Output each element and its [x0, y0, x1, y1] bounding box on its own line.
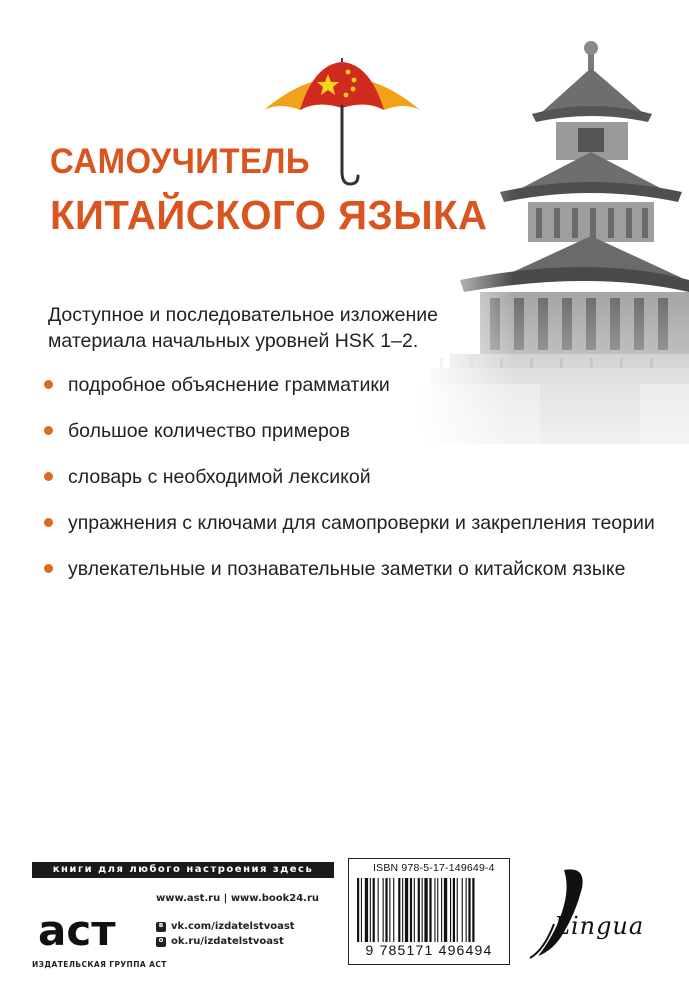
social-link-ok[interactable]: [156, 934, 319, 949]
barcode-bar: [393, 878, 394, 942]
barcode-bar: [434, 878, 435, 942]
bullet-icon: [44, 518, 53, 527]
social-link-vk[interactable]: [156, 919, 319, 934]
barcode-bar: [357, 878, 359, 942]
barcode-bar: [453, 878, 455, 942]
barcode-bar: [437, 878, 438, 942]
bullet-icon: [44, 472, 53, 481]
feature-text: большое количество примеров: [68, 420, 350, 442]
barcode-bar: [468, 878, 470, 942]
intro-text: Доступное и последовательное изложение материала начальных уровней HSK 1–2.: [48, 304, 438, 352]
barcode-bar: [422, 878, 423, 942]
publisher-tagline: книги для любого настроения здесь: [32, 862, 334, 878]
barcode-bar: [365, 878, 368, 942]
bullet-icon: [44, 564, 53, 573]
list-item: [44, 556, 664, 602]
ok-icon: о: [156, 937, 166, 947]
barcode-bar: [389, 878, 390, 942]
barcode-digits: 9 785171 496494: [365, 942, 493, 958]
feature-text: подробное объяснение грамматики: [68, 374, 390, 396]
cover-title-line-2: КИТАЙСКОГО ЯЗЫКА: [50, 192, 488, 238]
feature-text: увлекательные и познавательные заметки о китайском языке: [68, 558, 626, 580]
barcode-bar: [370, 878, 371, 942]
barcode-bar: [383, 878, 384, 942]
list-item: [44, 510, 664, 556]
publisher-links: [156, 893, 319, 949]
bullet-icon: [44, 426, 53, 435]
barcode-bar: [441, 878, 442, 942]
barcode-bar: [450, 878, 451, 942]
barcode-bar: [414, 878, 415, 942]
ast-logo: [34, 893, 146, 957]
lingua-logo-text: Lingua: [554, 912, 645, 940]
barcode-bar: [457, 878, 458, 942]
barcode-bar: [361, 878, 362, 942]
vk-icon: в: [156, 922, 166, 932]
list-item: [44, 464, 664, 510]
barcode-bar: [405, 878, 408, 942]
barcode-bar: [472, 878, 474, 942]
barcode-bar: [402, 878, 403, 942]
barcode-bar: [378, 878, 379, 942]
barcode-bar: [462, 878, 463, 942]
barcode-bar: [444, 878, 447, 942]
feature-list: [44, 372, 664, 602]
barcode-bar: [373, 878, 375, 942]
isbn-barcode: [348, 858, 510, 965]
social-link-text: vk.com/izdatelstvoast: [171, 921, 295, 932]
ast-logo-text: аст: [38, 906, 116, 955]
barcode-bars: [355, 878, 503, 942]
cover-title-line-1: САМОУЧИТЕЛЬ: [50, 142, 311, 181]
feature-text: упражнения с ключами для самопроверки и закрепления теории: [68, 512, 655, 534]
feature-text: словарь с необходимой лексикой: [68, 466, 371, 488]
social-link-text: ok.ru/izdatelstvoast: [171, 936, 284, 947]
publisher-caption: ИЗДАТЕЛЬСКАЯ ГРУППА АСТ: [32, 960, 167, 969]
barcode-bar: [385, 878, 387, 942]
barcode-bar: [410, 878, 412, 942]
barcode-bar: [398, 878, 400, 942]
barcode-bar: [466, 878, 467, 942]
barcode-bar: [429, 878, 431, 942]
barcode-bar: [418, 878, 420, 942]
list-item: [44, 418, 664, 464]
web-links[interactable]: www.ast.ru | www.book24.ru: [156, 893, 320, 904]
bullet-icon: [44, 380, 53, 389]
list-item: [44, 372, 664, 418]
barcode-bar: [424, 878, 427, 942]
isbn-label: ISBN 978-5-17-149649-4: [373, 862, 495, 874]
